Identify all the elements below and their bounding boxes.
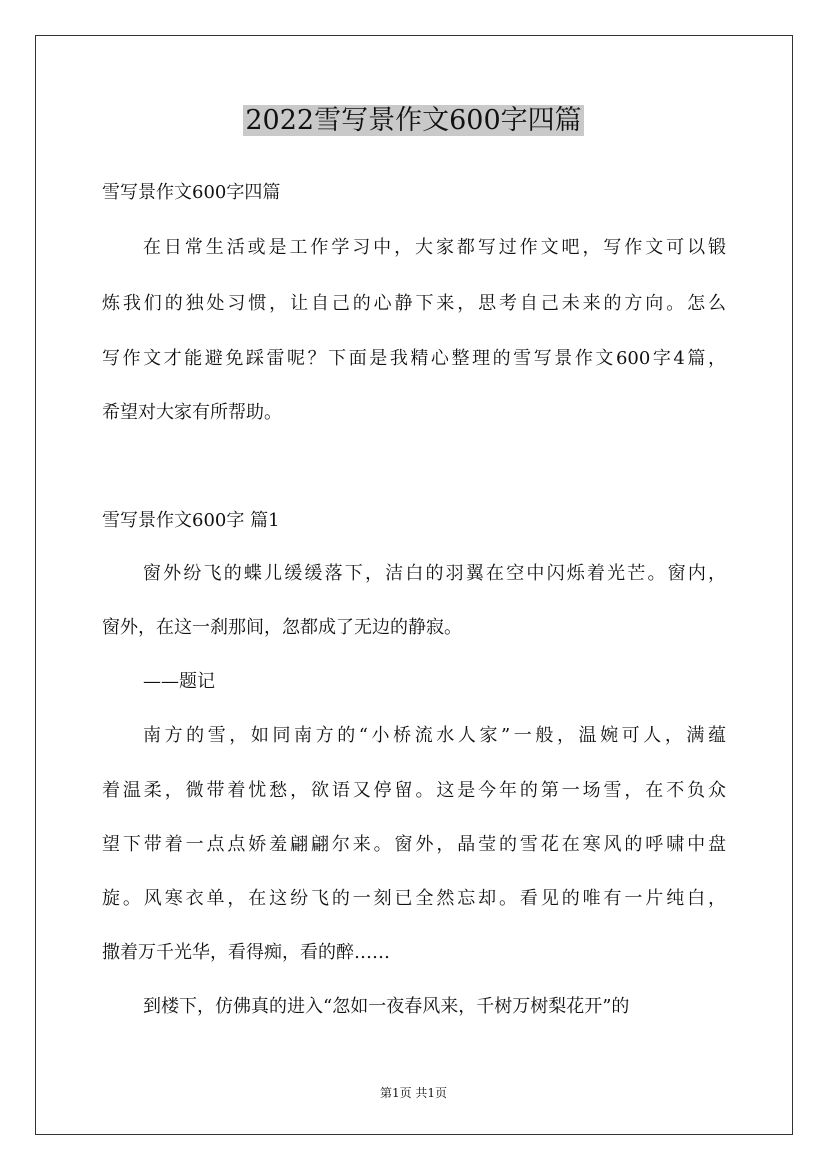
paragraph-line: 撒着万千光华，看得痴，看的醉…… bbox=[102, 942, 390, 963]
paragraph-line: 南方的雪，如同南方的“小桥流水人家”一般，温婉可人，满蕴 bbox=[143, 725, 726, 746]
intro-line: 在日常生活或是工作学习中，大家都写过作文吧，写作文可以锻 bbox=[143, 237, 726, 258]
intro-line: 炼我们的独处习惯，让自己的心静下来，思考自己未来的方向。怎么 bbox=[102, 293, 726, 314]
page-number: 第1页 共1页 bbox=[379, 1086, 448, 1100]
document-subtitle: 雪写景作文600字四篇 bbox=[102, 182, 281, 203]
paragraph-line: 到楼下，仿佛真的进入“忽如一夜春风来，千树万树梨花开”的 bbox=[143, 996, 630, 1017]
section-heading: 雪写景作文600字 篇1 bbox=[102, 510, 280, 531]
paragraph-line: 望下带着一点点娇羞翩翩尔来。窗外，晶莹的雪花在寒风的呼啸中盘 bbox=[102, 834, 726, 855]
document-title bbox=[0, 100, 827, 142]
document-title-text: 2022雪写景作文600字四篇 bbox=[245, 105, 582, 136]
intro-line: 写作文才能避免踩雷呢？下面是我精心整理的雪写景作文600字4篇， bbox=[102, 348, 726, 369]
paragraph-line: 着温柔，微带着忧愁，欲语又停留。这是今年的第一场雪，在不负众 bbox=[102, 780, 726, 801]
paragraph-line: 窗外，在这一刹那间，忽都成了无边的静寂。 bbox=[102, 617, 462, 638]
paragraph-line: 旋。风寒衣单，在这纷飞的一刻已全然忘却。看见的唯有一片纯白， bbox=[102, 888, 726, 909]
paragraph-line: 窗外纷飞的蝶儿缓缓落下，洁白的羽翼在空中闪烁着光芒。窗内， bbox=[143, 563, 726, 584]
intro-line: 希望对大家有所帮助。 bbox=[102, 402, 282, 423]
inscription: ——题记 bbox=[143, 671, 215, 692]
